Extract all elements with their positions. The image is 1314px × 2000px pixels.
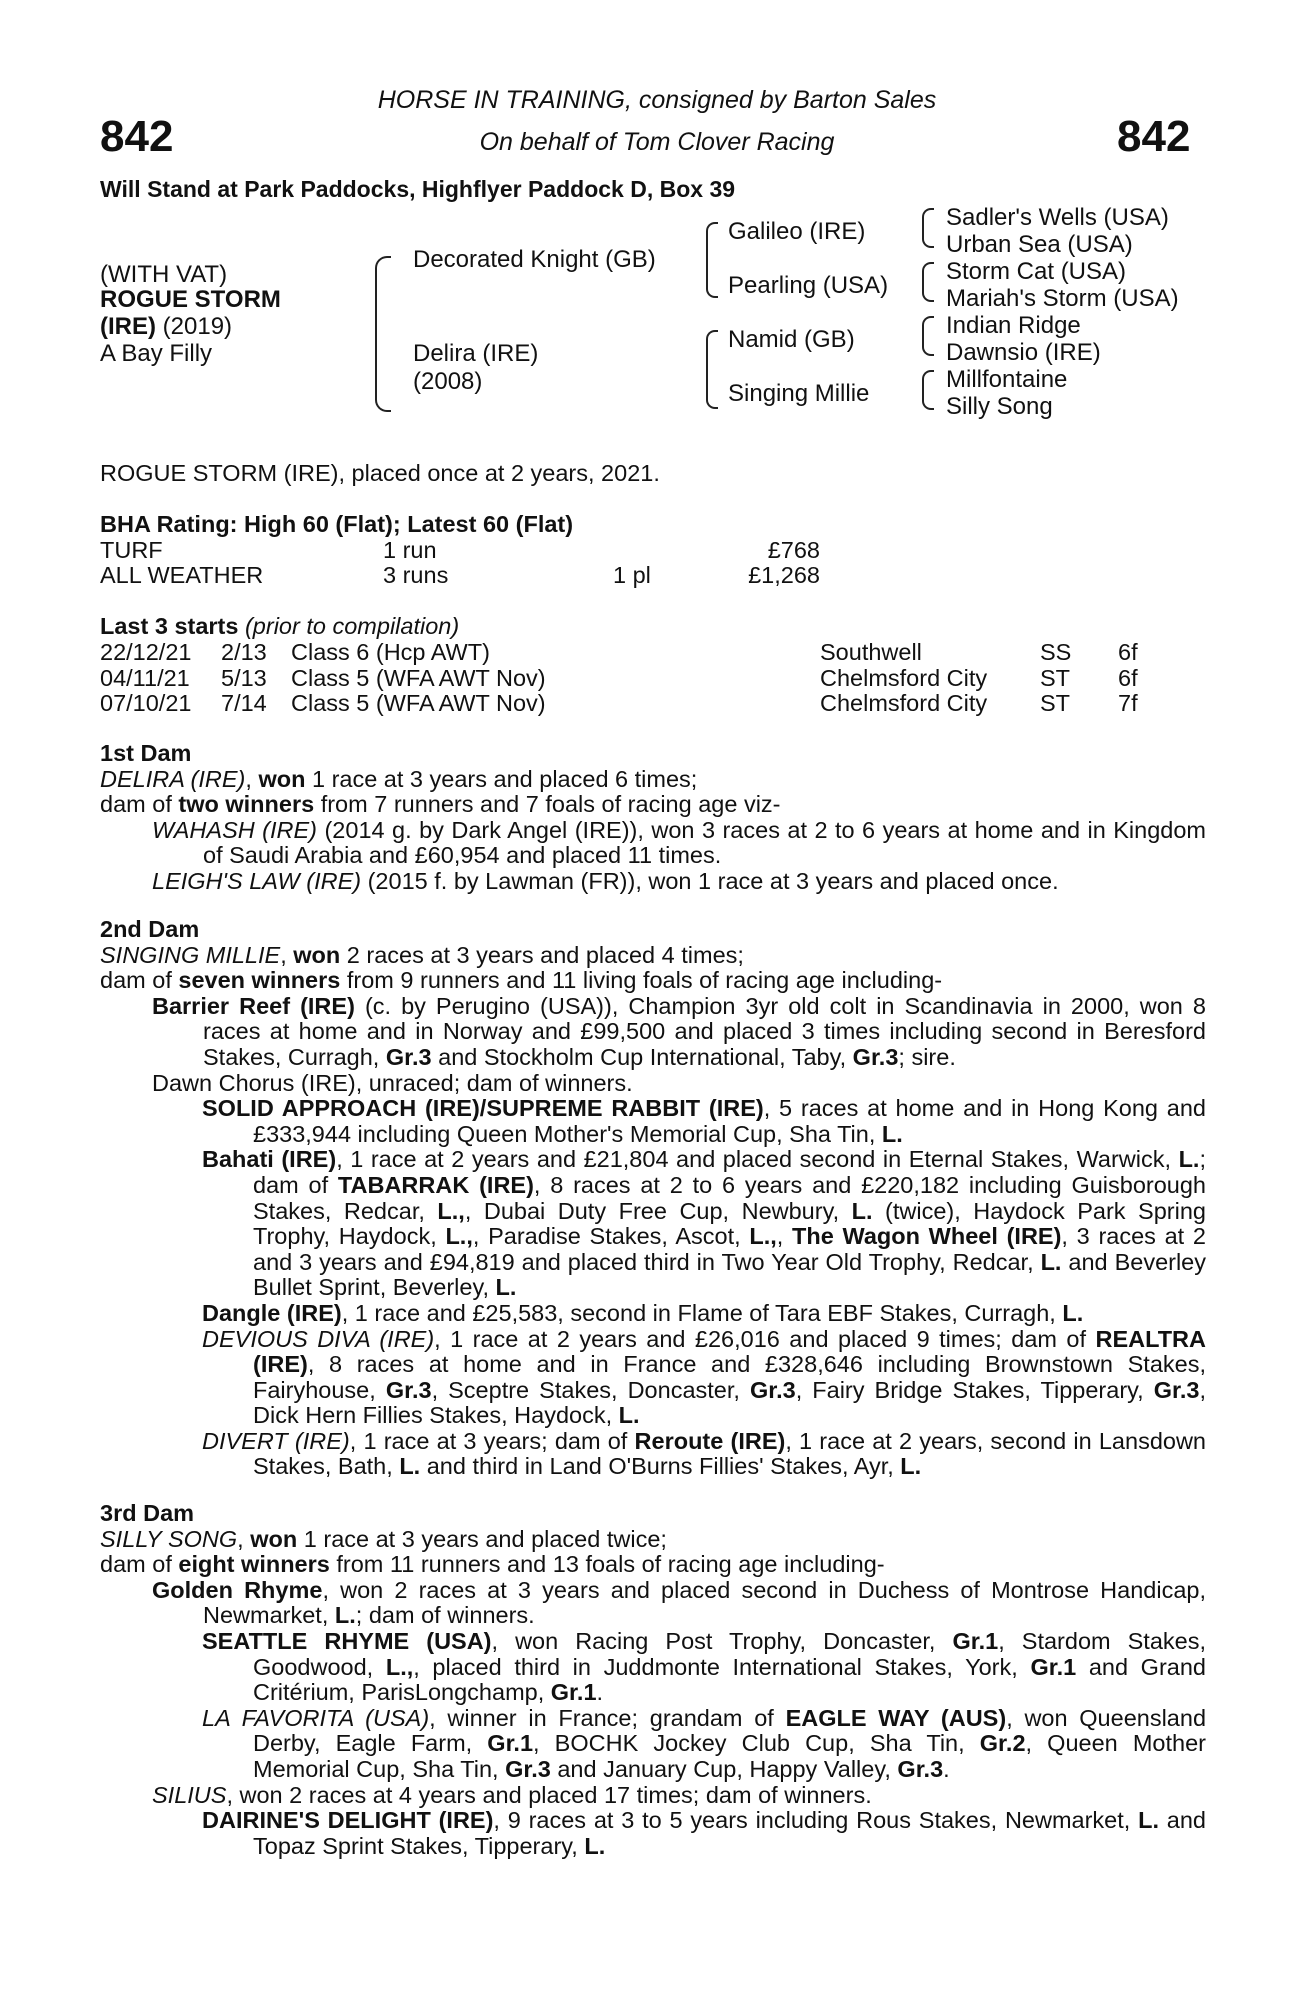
horse-record: and Beverley Bullet Sprint, Beverley, (253, 1248, 1207, 1301)
second-dam-produce (100, 968, 1206, 994)
first-dam-heading: 1st Dam (100, 740, 192, 766)
sire-brace (706, 222, 718, 298)
produce-la-favorita: LA FAVORITA (USA), winner in France; grandam of EAGLE WAY (AUS), won Queensland Derby, Eagle Farm, Gr.1, BOCHK Jockey Club Cup, Sha Tin, Gr.2, Queen Mother Memorial Cup, Sha Tin, Gr.3 and January Cup, Happy Valley, Gr.3. (202, 1704, 1207, 1782)
grade-mark: Gr.3 (852, 1043, 899, 1070)
winners-count: two winners (178, 791, 315, 818)
ggp-brace-2 (922, 262, 934, 302)
horse-record: , winner in France; grandam of (429, 1704, 786, 1731)
grade-mark: Gr.3 (385, 1376, 432, 1403)
last-starts-note: (prior to compilation) (238, 613, 460, 639)
listed-mark: L. (1062, 1299, 1084, 1326)
first-dam-section (100, 741, 1206, 895)
listed-mark: L., (437, 1197, 465, 1224)
horse-record: and January Cup, Happy Valley, (550, 1755, 898, 1782)
produce-leighs-law (100, 869, 1206, 895)
record-text: 1 race at 3 years and placed 6 times; (305, 765, 698, 792)
horse-record: , 8 races at home and in France and £328,646 including Brownstown Stakes, Fairyhouse, (253, 1351, 1206, 1403)
horse-record: , won Racing Post Trophy, Doncaster, (491, 1627, 953, 1654)
dam-dam: Singing Millie (728, 380, 870, 407)
start-date-1: 22/12/21 (100, 639, 192, 665)
dam-sire: Namid (GB) (728, 326, 855, 353)
horse-record: , won 2 races at 4 years and placed 17 times; dam of winners. (226, 1781, 872, 1808)
sire-dam: Pearling (USA) (728, 272, 889, 299)
ggp-3: Storm Cat (USA) (946, 258, 1127, 285)
horse-name: Dangle (IRE) (202, 1299, 342, 1326)
horse-record: and third in Land O'Burns Fillies' Stakes, Ayr, (420, 1453, 901, 1480)
second-dam-section (100, 917, 1206, 1480)
horse-record: , 1 race at 3 years; dam of (349, 1427, 635, 1454)
grade-mark: Gr.3 (897, 1755, 944, 1782)
produce-text: from 9 runners and 11 living foals of racing age including- (340, 967, 943, 994)
produce-text: from 11 runners and 13 foals of racing age including- (329, 1551, 885, 1578)
horse-country: (IRE) (100, 313, 156, 340)
third-dam-record: SILLY SONG, won 1 race at 3 years and placed twice; (100, 1525, 667, 1552)
start-pos-1: 2/13 (221, 639, 267, 665)
produce-bahati (100, 1147, 1206, 1301)
listed-mark: L., (749, 1223, 777, 1250)
produce-dangle (100, 1301, 1206, 1327)
winners-count: eight winners (178, 1551, 330, 1578)
horse-name: Barrier Reef (IRE) (152, 992, 355, 1019)
dam: Delira (IRE) (413, 340, 539, 367)
grade-mark: Gr.2 (979, 1730, 1026, 1757)
horse-name: ROGUE STORM (100, 286, 281, 313)
third-dam-produce (100, 1552, 1206, 1578)
grade-mark: Gr.3 (385, 1043, 432, 1070)
first-dam-record: DELIRA (IRE), won 1 race at 3 years and placed 6 times; (100, 765, 698, 792)
horse-record: , Stardom Stakes, Goodwood, (253, 1627, 1206, 1680)
last-starts-heading (100, 613, 459, 639)
start-date-2: 04/11/21 (100, 665, 190, 691)
record-text: 1 race at 3 years and placed twice; (297, 1525, 667, 1552)
horse-name: Bahati (IRE) (202, 1146, 337, 1173)
vendor-line: On behalf of Tom Clover Racing (479, 128, 835, 156)
dam-year: (2008) (413, 368, 483, 395)
horse-name: LEIGH'S LAW (IRE) (152, 867, 362, 894)
horse-record: (2014 g. by Dark Angel (IRE)), won 3 races at 2 to 6 years at home and in Kingdom of Saudi Arabia and £60,954 and placed 11 times. (203, 816, 1206, 869)
listed-mark: L. (851, 1197, 873, 1224)
start-dist-2: 6f (1118, 665, 1138, 691)
sire-sire: Galileo (IRE) (728, 218, 866, 245)
horse-record: , won 2 races at 3 years and placed second in Duchess of Montrose Handicap, Newmarket, (203, 1576, 1207, 1629)
start-going-2: ST (1040, 665, 1071, 691)
ggp-brace-4 (922, 370, 934, 410)
horse-name: TABARRAK (IRE) (337, 1171, 534, 1198)
horse-year: (2019) (156, 313, 233, 340)
dam-brace (706, 330, 718, 409)
horse-name: SEATTLE RHYME (USA) (202, 1627, 492, 1654)
vat-note: (WITH VAT) (100, 261, 228, 288)
location-line: Will Stand at Park Paddocks, Highflyer Paddock D, Box 39 (100, 176, 736, 202)
listed-mark: L., (385, 1653, 414, 1680)
listed-mark: L. (334, 1602, 356, 1629)
horse-record: , 1 race at 2 years, second in Lansdown Stakes, Bath, (253, 1427, 1206, 1480)
race-summary: ROGUE STORM (IRE), placed once at 2 years, 2021. (100, 460, 660, 486)
horse-name: DIVERT (IRE) (202, 1427, 350, 1454)
produce-golden-rhyme (100, 1578, 1206, 1629)
horse-record: , Paradise Stakes, Ascot, (472, 1223, 750, 1250)
horse-record: (2015 f. by Lawman (FR)), won 1 race at 3 years and placed once. (361, 867, 1059, 894)
horse-record: , 1 race at 2 years and £26,016 and placed 9 times; dam of (434, 1325, 1096, 1352)
listed-mark: L. (1178, 1146, 1200, 1173)
grade-mark: Gr.1 (487, 1730, 534, 1757)
horse-name: SILIUS (152, 1781, 227, 1808)
horse-record: , 3 races at 2 and 3 years and £94,819 and placed third in Two Year Old Trophy, Redcar, (253, 1223, 1206, 1275)
produce-wahash (100, 818, 1206, 869)
produce-seattle-rhyme: SEATTLE RHYME (USA), won Racing Post Trophy, Doncaster, Gr.1, Stardom Stakes, Goodwood, L.,, placed third in Juddmonte International Stakes, York, Gr.1 and Grand Critérium, ParisLongchamp, Gr.1. (202, 1627, 1206, 1706)
start-pos-3: 7/14 (221, 690, 267, 716)
horse-name: SOLID APPROACH (IRE)/SUPREME RABBIT (IRE) (202, 1095, 764, 1122)
horse-record: , Sceptre Stakes, Doncaster, (431, 1376, 750, 1403)
horse-name: REALTRA (IRE) (253, 1325, 1206, 1378)
ggp-1: Sadler's Wells (USA) (946, 204, 1169, 231)
ggp-8: Silly Song (946, 393, 1053, 420)
start-pos-2: 5/13 (221, 665, 267, 691)
grade-mark: Gr.3 (505, 1755, 551, 1782)
lot-number-left: 842 (100, 112, 174, 161)
second-dam-name: SINGING MILLIE (100, 941, 281, 968)
ggp-6: Dawnsio (IRE) (946, 339, 1101, 366)
won-word: won (258, 765, 306, 792)
listed-mark: L. (618, 1402, 640, 1429)
start-course-2: Chelmsford City (820, 665, 988, 691)
start-date-3: 07/10/21 (100, 690, 192, 716)
horse-record: and Topaz Sprint Stakes, Tipperary, (253, 1807, 1206, 1859)
horse-record: , BOCHK Jockey Club Cup, Sha Tin, (533, 1730, 980, 1757)
horse-record: , Queen Mother Memorial Cup, Sha Tin, (253, 1730, 1206, 1782)
horse-record: (c. by Perugino (USA)), Champion 3yr old colt in Scandinavia in 2000, won 8 races at home and in Norway and £99,500 and placed 3 times including second in Beresford Stakes, Curragh, (203, 992, 1206, 1070)
produce-devious-diva (100, 1327, 1206, 1429)
produce-divert (100, 1429, 1206, 1480)
horse-record: ; sire. (898, 1043, 956, 1070)
horse-name: The Wagon Wheel (IRE) (792, 1223, 1062, 1250)
listed-mark: L. (495, 1274, 517, 1301)
horse-record: (twice), Haydock Park Spring Trophy, Haydock, (253, 1197, 1206, 1250)
start-race-2: Class 5 (WFA AWT Nov) (291, 665, 546, 691)
start-dist-1: 6f (1118, 639, 1138, 665)
sire: Decorated Knight (GB) (413, 246, 656, 273)
produce-text: from 7 runners and 7 foals of racing age viz- (314, 791, 781, 818)
start-course-3: Chelmsford City (820, 690, 988, 716)
horse-record: and Grand Critérium, ParisLongchamp, (253, 1653, 1206, 1706)
horse-name-line2 (100, 313, 232, 340)
horse-record: , 9 races at 3 to 5 years including Rous Stakes, Newmarket, (493, 1807, 1139, 1834)
aw-surface: ALL WEATHER (100, 562, 264, 588)
dam-of: dam of (100, 1551, 179, 1578)
listed-mark: L. (584, 1832, 606, 1859)
dam-of: dam of (100, 791, 179, 818)
listed-mark: L. (900, 1453, 922, 1480)
grade-mark: Gr.3 (1153, 1376, 1200, 1403)
horse-name: Reroute (IRE) (634, 1427, 786, 1454)
pedigree-main-brace (375, 256, 391, 412)
winners-count: seven winners (178, 967, 341, 994)
aw-runs: 3 runs (383, 562, 449, 588)
ggp-7: Millfontaine (946, 366, 1068, 393)
horse-name: DAIRINE'S DELIGHT (IRE) (202, 1807, 494, 1834)
ggp-brace-3 (922, 316, 934, 356)
produce-silius (100, 1783, 1206, 1809)
lot-number-right: 842 (1117, 112, 1191, 161)
start-course-1: Southwell (820, 639, 922, 665)
turf-runs: 1 run (383, 537, 437, 563)
produce-dairines-delight (100, 1808, 1206, 1859)
grade-mark: Gr.1 (550, 1679, 597, 1706)
listed-mark: L. (399, 1453, 421, 1480)
first-dam-name: DELIRA (IRE) (100, 765, 246, 792)
grade-mark: Gr.1 (1030, 1653, 1077, 1680)
won-word: won (293, 941, 341, 968)
ggp-4: Mariah's Storm (USA) (946, 285, 1179, 312)
horse-description: A Bay Filly (100, 340, 213, 367)
horse-record: , Dick Hern Fillies Stakes, Haydock, (253, 1376, 1206, 1429)
last-starts-title: Last 3 starts (100, 613, 239, 639)
produce-dawn-chorus: Dawn Chorus (IRE), unraced; dam of winners. (152, 1069, 633, 1096)
turf-earnings: £768 (767, 537, 820, 563)
first-dam-produce (100, 792, 1206, 818)
horse-name: Golden Rhyme (152, 1576, 323, 1603)
horse-record: , placed third in Juddmonte International Stakes, York, (413, 1653, 1031, 1680)
ggp-brace-1 (922, 208, 934, 248)
turf-surface: TURF (100, 537, 163, 563)
third-dam-name: SILLY SONG (100, 1525, 238, 1552)
ggp-5: Indian Ridge (946, 312, 1081, 339)
listed-mark: L. (881, 1120, 903, 1147)
horse-record: ; dam of winners. (355, 1602, 535, 1629)
record-text: 2 races at 3 years and placed 4 times; (340, 941, 744, 968)
second-dam-heading: 2nd Dam (100, 916, 200, 942)
horse-record: , 1 race at 2 years and £21,804 and placed second in Eternal Stakes, Warwick, (336, 1146, 1179, 1173)
horse-record: , Dubai Duty Free Cup, Newbury, (464, 1197, 852, 1224)
produce-solid-approach (100, 1096, 1206, 1147)
horse-name: DEVIOUS DIVA (IRE) (202, 1325, 435, 1352)
listed-mark: L. (1138, 1807, 1159, 1834)
listed-mark: L., (445, 1223, 473, 1250)
produce-barrier-reef (100, 994, 1206, 1071)
horse-record: , 5 races at home and in Hong Kong and £333,944 including Queen Mother's Memorial Cup, Sha Tin, (253, 1095, 1206, 1147)
start-dist-3: 7f (1118, 690, 1138, 716)
horse-record: and Stockholm Cup International, Taby, (431, 1043, 853, 1070)
horse-record: , Fairy Bridge Stakes, Tipperary, (795, 1376, 1154, 1403)
bha-rating: BHA Rating: High 60 (Flat); Latest 60 (Flat) (100, 511, 574, 537)
start-race-3: Class 5 (WFA AWT Nov) (291, 690, 546, 716)
grade-mark: Gr.3 (749, 1376, 796, 1403)
ggp-2: Urban Sea (USA) (946, 231, 1133, 258)
grade-mark: Gr.1 (952, 1627, 999, 1654)
consignment-line: HORSE IN TRAINING, consigned by Barton Sales (377, 86, 937, 114)
horse-record: ; dam of (253, 1146, 1206, 1198)
horse-record: , won Queensland Derby, Eagle Farm, (253, 1704, 1207, 1757)
third-dam-heading: 3rd Dam (100, 1500, 195, 1526)
horse-record: , (776, 1223, 793, 1250)
start-race-1: Class 6 (Hcp AWT) (291, 639, 490, 665)
won-word: won (250, 1525, 298, 1552)
start-going-3: ST (1040, 690, 1071, 716)
second-dam-record: SINGING MILLIE, won 2 races at 3 years and placed 4 times; (100, 941, 744, 968)
horse-name: WAHASH (IRE) (152, 816, 318, 843)
horse-record: , 8 races at 2 to 6 years and £220,182 including Guisborough Stakes, Redcar, (253, 1171, 1207, 1224)
start-going-1: SS (1040, 639, 1072, 665)
horse-name: LA FAVORITA (USA) (202, 1704, 430, 1731)
listed-mark: L. (1040, 1248, 1062, 1275)
aw-earnings: £1,268 (748, 562, 820, 588)
third-dam-section (100, 1501, 1206, 1859)
horse-record: , 1 race and £25,583, second in Flame of Tara EBF Stakes, Curragh, (341, 1299, 1063, 1326)
horse-name: EAGLE WAY (AUS) (785, 1704, 1007, 1731)
dam-of: dam of (100, 967, 179, 994)
aw-placed: 1 pl (613, 562, 651, 588)
